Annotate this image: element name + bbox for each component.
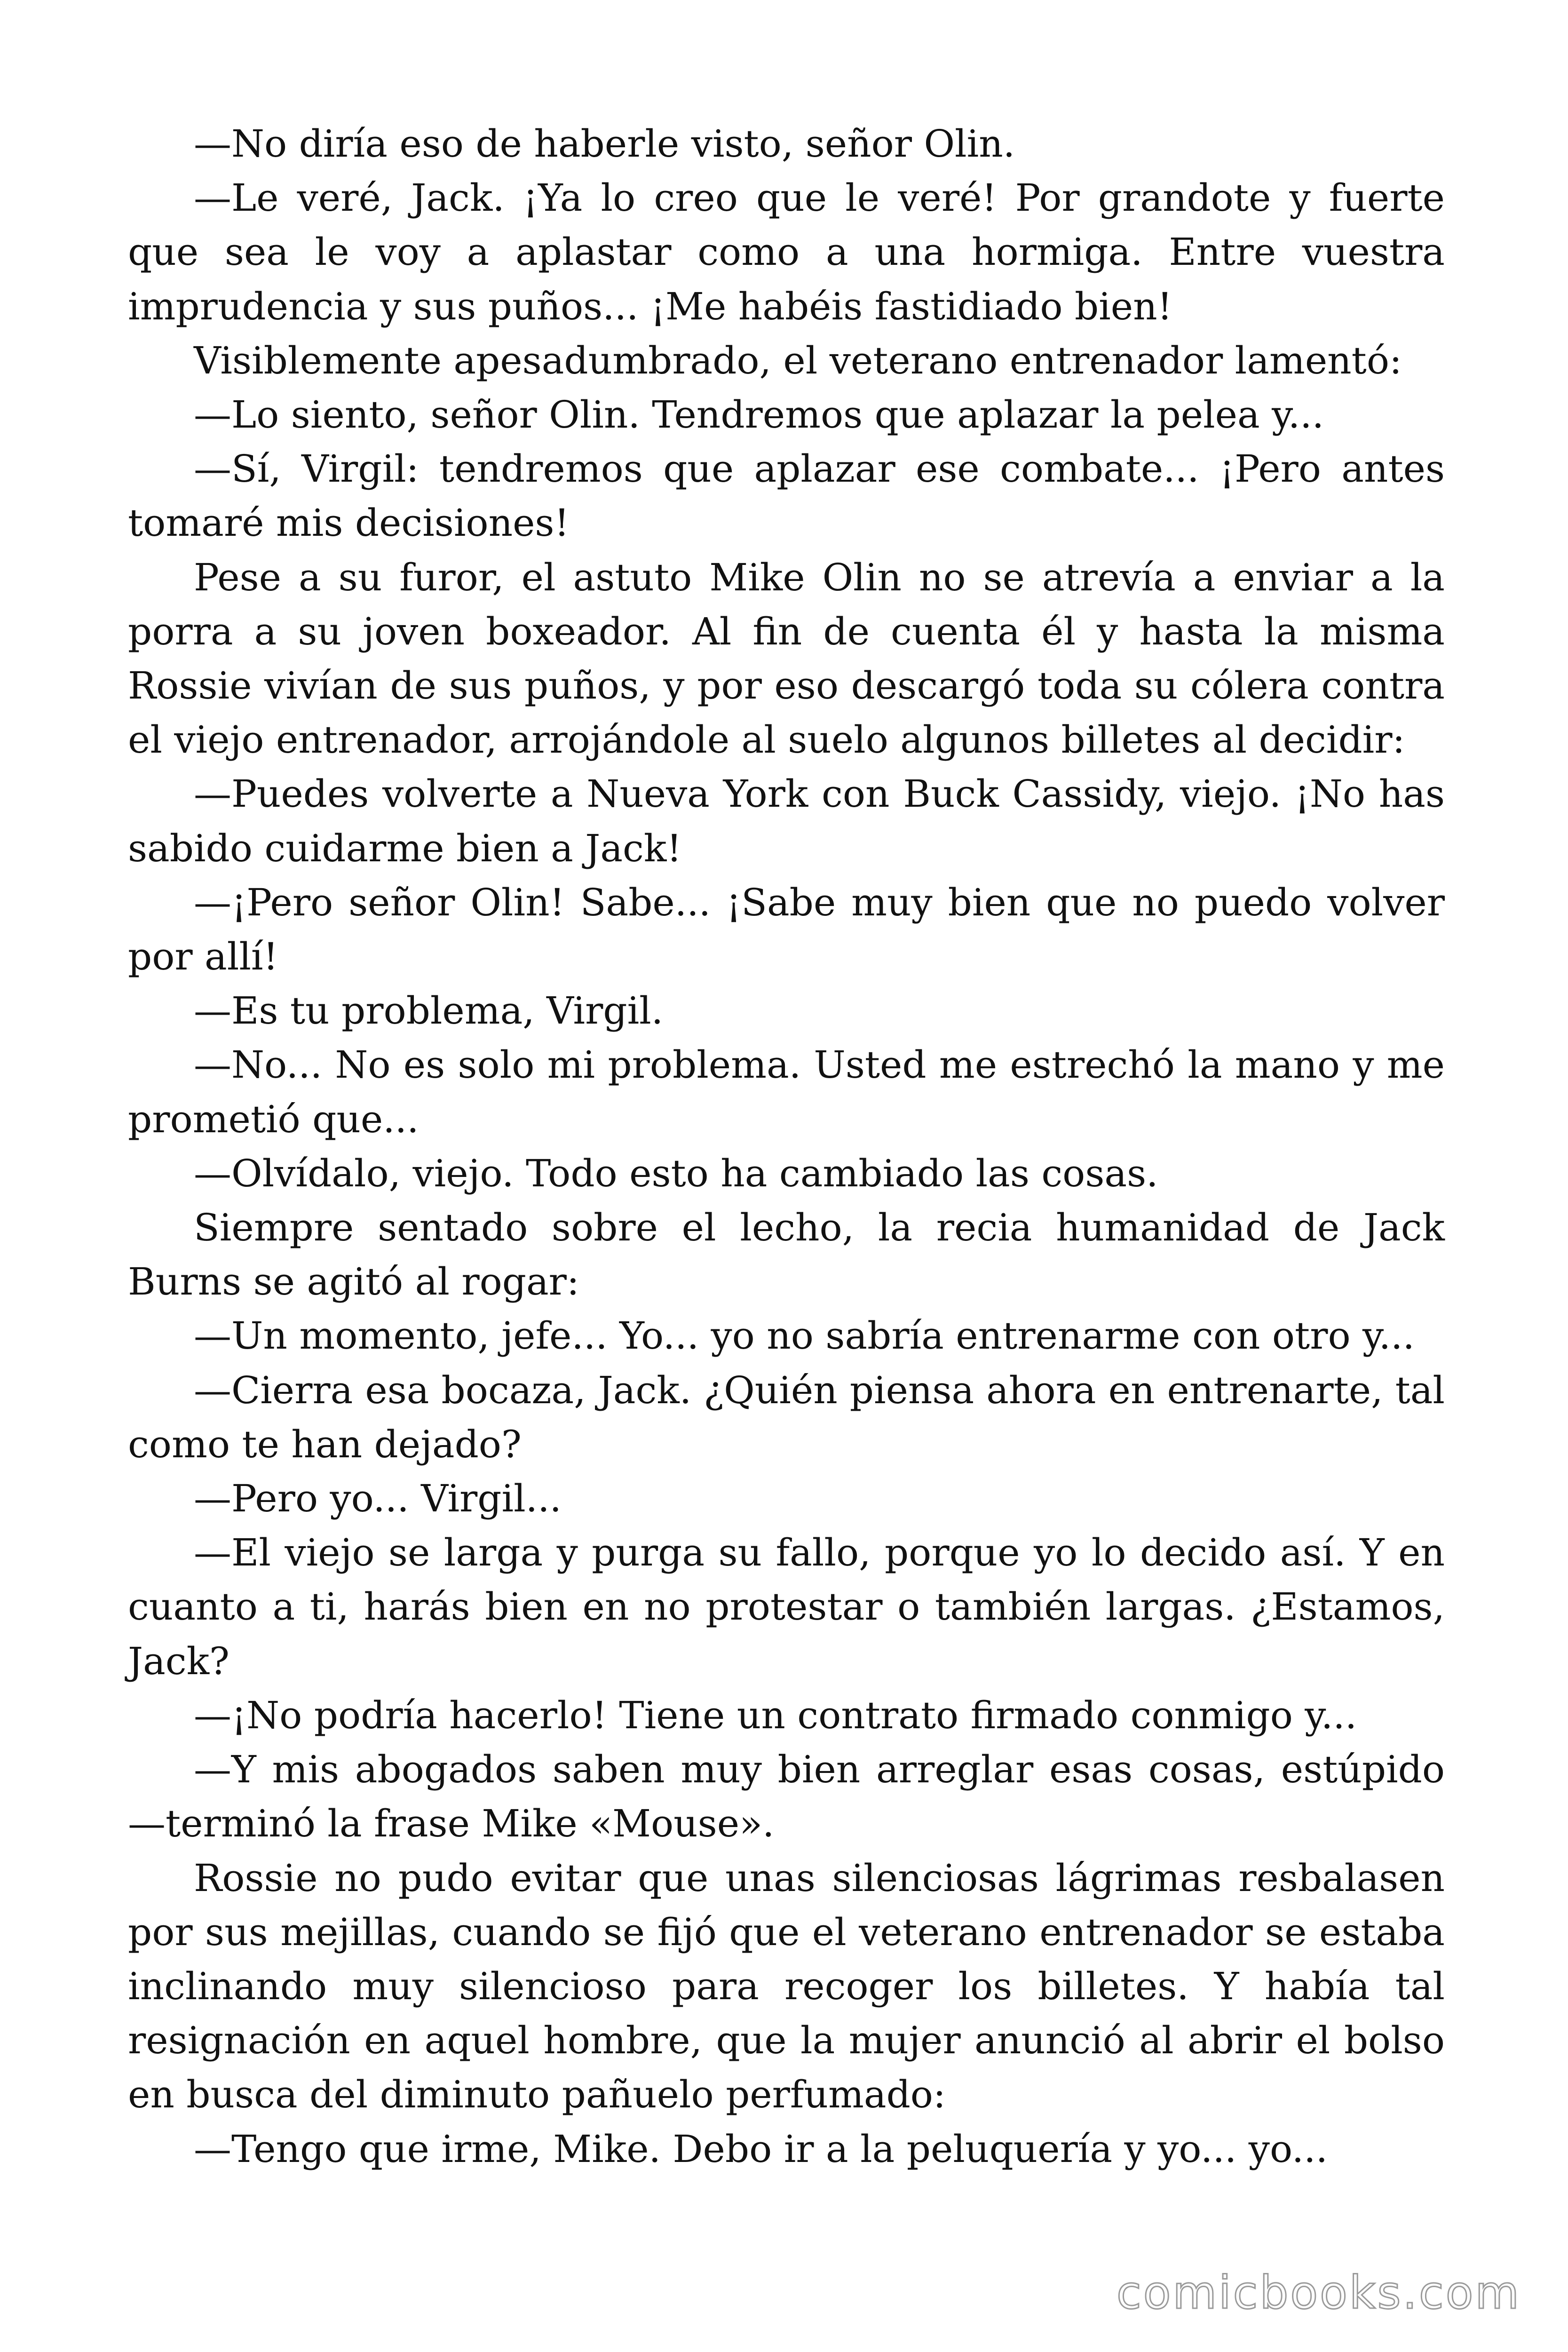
paragraph: —Es tu problema, Virgil. xyxy=(194,989,664,1033)
paragraph: —No diría eso de haberle visto, señor Olin. xyxy=(194,122,1015,166)
paragraph: —El viejo se larga y purga su fallo, porque yo lo decido así. Y en cuanto a ti, harás bien en no protestar o también largas. ¿Estamos, Jack? xyxy=(128,1531,1445,1683)
paragraph: —Sí, Virgil: tendremos que aplazar ese combate... ¡Pero antes tomaré mis decisiones! xyxy=(128,447,1445,545)
paragraph: —¡No podría hacerlo! Tiene un contrato firmado conmigo y... xyxy=(194,1693,1357,1737)
paragraph: —Cierra esa bocaza, Jack. ¿Quién piensa ahora en entrenarte, tal como te han dejado? xyxy=(128,1368,1445,1466)
paragraph: —Y mis abogados saben muy bien arreglar esas cosas, estúpido —terminó la frase Mike «Mouse». xyxy=(128,1748,1445,1846)
paragraph: —Un momento, jefe... Yo... yo no sabría entrenarme con otro y... xyxy=(194,1314,1415,1358)
paragraph: Visiblemente apesadumbrado, el veterano entrenador lamentó: xyxy=(194,338,1402,382)
paragraph: Rossie no pudo evitar que unas silenciosas lágrimas resbalasen por sus mejillas, cuando se fijó que el veterano entrenador se estaba inclinando muy silencioso para recoger los billetes. Y había tal resignación en aquel hombre, que la mujer anunció al abrir el bolso en busca del diminuto pañuelo perfumado: xyxy=(128,1856,1445,2117)
paragraph: —Puedes volverte a Nueva York con Buck Cassidy, viejo. ¡No has sabido cuidarme bien a Jack! xyxy=(128,772,1445,870)
page-body-text xyxy=(128,117,1445,2176)
paragraph: —Pero yo... Virgil... xyxy=(194,1477,562,1521)
paragraph: —No... No es solo mi problema. Usted me estrechó la mano y me prometió que... xyxy=(128,1043,1445,1141)
paragraph: —Olvídalo, viejo. Todo esto ha cambiado las cosas. xyxy=(194,1151,1158,1195)
paragraph: Pese a su furor, el astuto Mike Olin no se atrevía a enviar a la porra a su joven boxeador. Al fin de cuenta él y hasta la misma Rossie vivían de sus puños, y por eso descargó toda su cólera contra el viejo entrenador, arrojándole al suelo algunos billetes al decidir: xyxy=(128,555,1445,762)
paragraph: —Lo siento, señor Olin. Tendremos que aplazar la pelea y... xyxy=(194,393,1324,437)
paragraph: —Le veré, Jack. ¡Ya lo creo que le veré! Por grandote y fuerte que sea le voy a aplastar como a una hormiga. Entre vuestra imprudencia y sus puños... ¡Me habéis fastidiado bien! xyxy=(128,176,1445,328)
paragraph: —Tengo que irme, Mike. Debo ir a la peluquería y yo... yo... xyxy=(194,2127,1328,2171)
paragraph: —¡Pero señor Olin! Sabe... ¡Sabe muy bien que no puedo volver por allí! xyxy=(128,880,1445,979)
paragraph: Siempre sentado sobre el lecho, la recia humanidad de Jack Burns se agitó al rogar: xyxy=(128,1206,1445,1304)
watermark: comicbooks.com xyxy=(1116,2266,1521,2319)
